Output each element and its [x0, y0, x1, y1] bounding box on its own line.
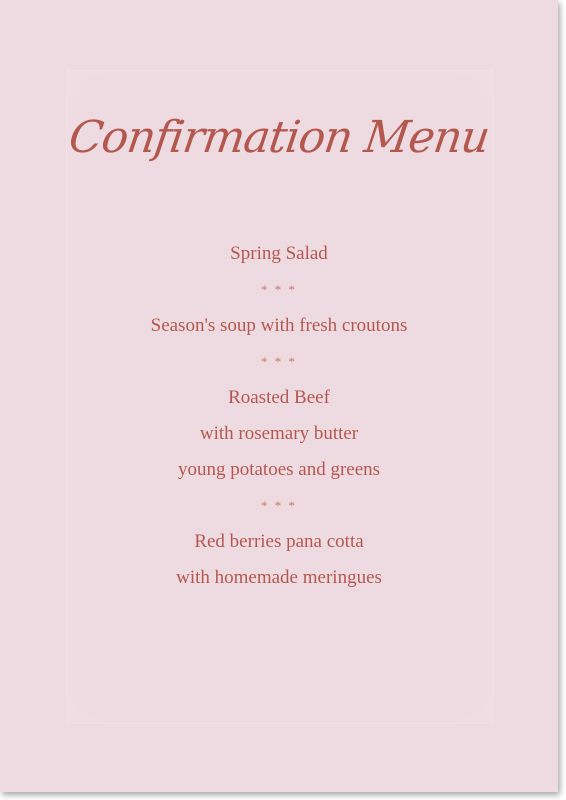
menu-item-starter: Spring Salad	[230, 243, 328, 264]
menu-item-main-detail: with rosemary butter	[199, 423, 359, 444]
menu-item-main-side: young potatoes and greens	[177, 459, 381, 480]
menu-item-soup: Season's soup with fresh croutons	[150, 315, 408, 336]
separator: * * *	[261, 354, 297, 369]
menu-item-dessert-detail: with homemade meringues	[176, 567, 382, 588]
separator: * * *	[261, 282, 297, 297]
menu-list	[0, 236, 558, 596]
menu-item-main: Roasted Beef	[228, 387, 330, 408]
menu-item-dessert: Red berries pana cotta	[194, 531, 364, 552]
separator: * * *	[261, 498, 297, 513]
menu-title: Confirmation Menu	[65, 112, 493, 163]
